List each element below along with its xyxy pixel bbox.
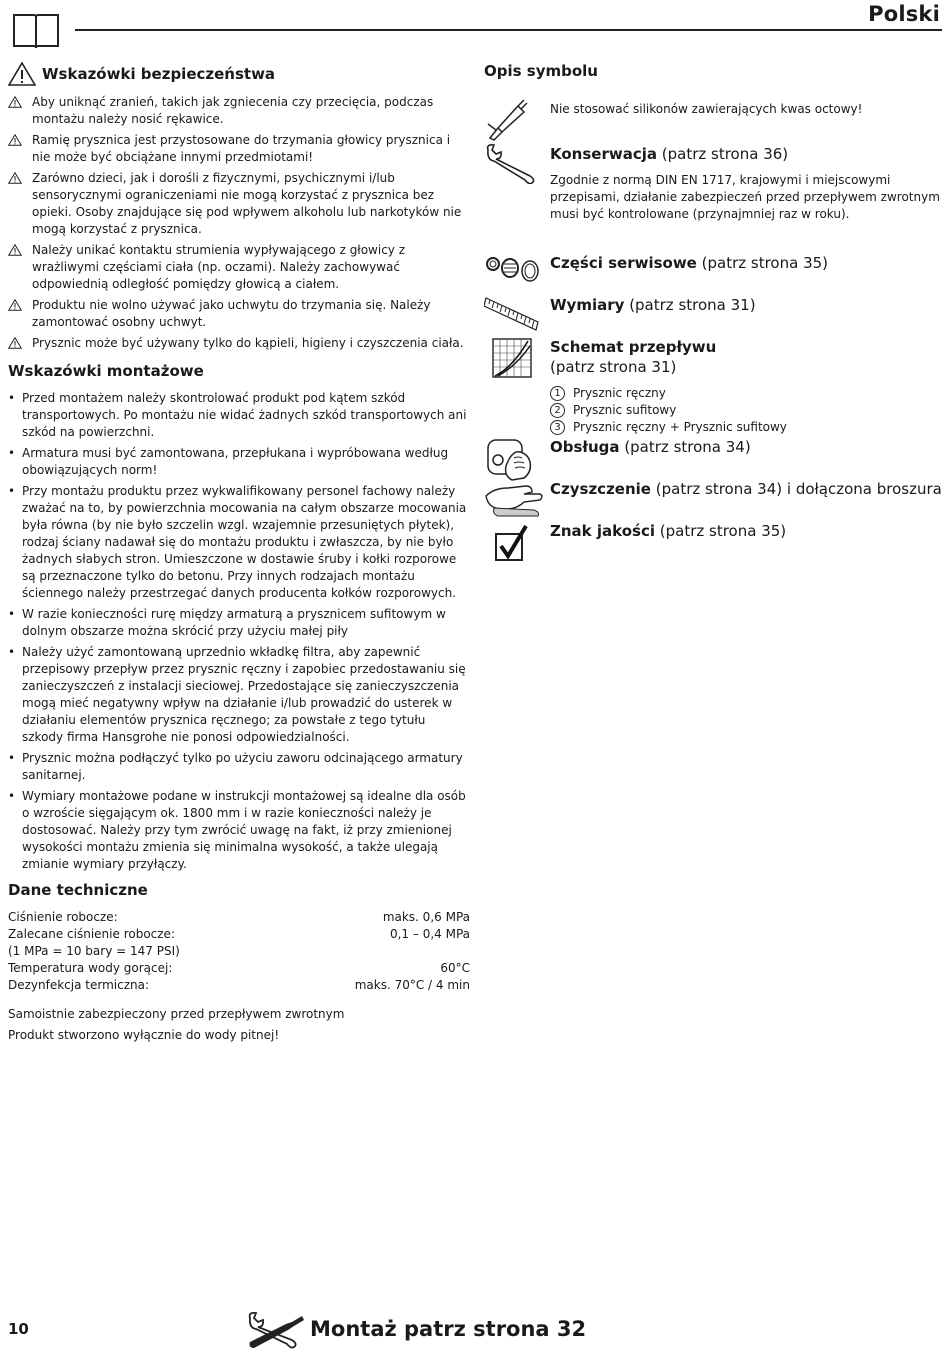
dimensions-block [550, 295, 942, 315]
mounting-item-text: W razie konieczności rurę między armaturą a prysznicem sufitowym w dolnym obszarze można skrócić przy użyciu małej piły [22, 607, 446, 638]
safety-item [8, 170, 470, 238]
flow-item-number: 3 [550, 420, 565, 435]
safety-list [8, 94, 470, 354]
page-number: 10 [8, 1320, 29, 1338]
technical-row [8, 960, 470, 977]
flow-item-label: Prysznic ręczny + Prysznic sufitowy [573, 420, 787, 434]
silicone-gun-icon [484, 98, 528, 142]
flow-item-label: Prysznic sufitowy [573, 403, 677, 417]
safety-item [8, 335, 470, 354]
page-title: Polski [858, 2, 940, 26]
header-rule [75, 29, 942, 31]
mounting-item-text: Należy użyć zamontowaną uprzednio wkładkę filtra, aby zapewnić przepisowy przepływ przez prysznic ręczny i zapobiec przedostawaniu się zanieczyszczeń z instalacji sieciowej. Przedostające się zanieczyszczenia mogą mieć negatywny wpływ na działanie i/lub prowadzić do usterek w działaniu elementów prysznica ręcznego; za powstałe z tego tytułu szkody firma Hansgrohe nie ponosi odpowiedzialności. [22, 645, 466, 744]
operation-hand-icon [484, 436, 536, 482]
mounting-item-text: Przy montażu produktu przez wykwalifikowany personel fachowy należy zważać na to, by powierzchnia mocowania na całym obszarze mocowania była równa (by nie było szczelin wzgl. wzajemnie przesuniętych płytek), rodzaj ściany nadawał się do montażu produktu i zwłaszcza, by nie było żadnych słabych stron. Umieszczone w dostawie śruby i kołki rozporowe są przeznaczone tylko do betonu. Przy innych rodzajach montażu ściennego należy przestrzegać danych producenta kołków rozporowych. [22, 484, 467, 600]
warning-triangle-icon [8, 62, 36, 86]
flow-chart-icon [492, 338, 532, 378]
conservation-text: Zgodnie z normą DIN EN 1717, krajowymi i miejscowymi przepisami, działanie zabezpieczeń przed przepływem zwrotnym musi być kontrolowane (przynajmniej raz w roku). [550, 173, 940, 221]
conservation-block [550, 144, 942, 223]
mounting-title: Wskazówki montażowe [8, 362, 204, 380]
safety-item [8, 242, 470, 293]
warning-small-icon [8, 132, 32, 166]
conservation-title: Konserwacja [550, 145, 657, 163]
flow-item [550, 402, 942, 419]
mounting-item [8, 390, 470, 441]
bullet: • [8, 446, 16, 460]
technical-row [8, 926, 470, 943]
safety-item [8, 94, 470, 128]
bullet: • [8, 751, 16, 765]
manual-book-icon [12, 12, 60, 50]
safety-item [8, 132, 470, 166]
flow-item-label: Prysznic ręczny [573, 386, 666, 400]
operation-ref: (patrz strona 34) [624, 438, 751, 456]
flow-item-number: 1 [550, 386, 565, 401]
flow-list [550, 385, 942, 436]
mounting-item [8, 750, 470, 784]
safety-item-text: Należy unikać kontaktu strumienia wypływającego z głowicy z wrażliwymi częściami ciała (np. oczami). Należy zachowywać odpowiednią odległość pomiędzy głowicą a ciałem. [32, 243, 406, 291]
conservation-ref: (patrz strona 36) [661, 145, 789, 163]
ruler-icon [484, 296, 540, 334]
cleaning-title: Czyszczenie [550, 480, 651, 498]
service-parts-block [550, 253, 942, 273]
symbols-title: Opis symbolu [484, 62, 598, 80]
safety-title: Wskazówki bezpieczeństwa [42, 65, 276, 83]
operation-title: Obsługa [550, 438, 620, 456]
technical-row [8, 909, 470, 926]
technical-value: maks. 0,6 MPa [382, 910, 470, 924]
safety-item-text: Ramię prysznica jest przystosowane do trzymania głowicy prysznica i nie może być obciążane innymi przedmiotami! [32, 133, 451, 164]
quality-block [550, 521, 942, 541]
warning-small-icon [8, 297, 32, 331]
quality-ref: (patrz strona 35) [659, 522, 787, 540]
flow-item [550, 385, 942, 402]
safety-item-text: Produktu nie wolno używać jako uchwytu do trzymania się. Należy zamontować osobny uchwyt. [32, 298, 431, 329]
technical-note: Produkt stworzono wyłącznie do wody pitnej! [8, 1028, 280, 1042]
service-parts-ref: (patrz strona 35) [701, 254, 829, 272]
technical-label: Temperatura wody gorącej: [8, 961, 173, 975]
mounting-item [8, 606, 470, 640]
warning-small-icon [8, 170, 32, 238]
technical-label: Dezynfekcja termiczna: [8, 978, 150, 992]
safety-item-text: Aby uniknąć zranień, takich jak zgniecenia czy przecięcia, podczas montażu należy nosić rękawice. [32, 95, 434, 126]
technical-row [8, 943, 470, 960]
footer-mounting-ref: Montaż patrz strona 32 [310, 1317, 587, 1341]
technical-section [8, 881, 470, 1044]
service-parts-title: Części serwisowe [550, 254, 697, 272]
tools-icon [246, 1310, 306, 1350]
operation-block [550, 437, 942, 457]
bullet: • [8, 607, 16, 621]
symbols-heading-wrap [484, 62, 944, 90]
cleaning-hand-icon [484, 478, 546, 520]
warning-small-icon [8, 242, 32, 293]
technical-value: 60°C [440, 961, 470, 975]
mounting-item-text: Wymiary montażowe podane w instrukcji montażowej są idealne dla osób o wzroście sięgającym ok. 1800 mm i w razie konieczności należy je dostosować. Należy przy tym zwrócić uwagę na fakt, iż przy zmienionej wysokości montażu zmienia się minimalna wysokość, a także ulegają zmianie wymiary przyłączy. [22, 789, 466, 871]
mounting-item [8, 483, 470, 602]
technical-value: maks. 70°C / 4 min [354, 978, 470, 992]
cleaning-block [550, 479, 942, 499]
bullet: • [8, 484, 16, 498]
flow-ref: (patrz strona 31) [550, 358, 677, 376]
left-column [8, 62, 470, 1048]
safety-item-text: Prysznic może być używany tylko do kąpieli, higieny i czyszczenia ciała. [32, 336, 464, 350]
mounting-item-text: Przed montażem należy skontrolować produkt pod kątem szkód transportowych. Po montażu nie widać żadnych szkód transportowych ani szkód na powierzchni. [22, 391, 467, 439]
mounting-item [8, 788, 470, 873]
technical-label: Ciśnienie robocze: [8, 910, 118, 924]
wrench-icon [484, 142, 540, 184]
safety-item [8, 297, 470, 331]
service-parts-icon [484, 250, 544, 286]
technical-notes [8, 1006, 470, 1044]
quality-title: Znak jakości [550, 522, 655, 540]
flow-item-number: 2 [550, 403, 565, 418]
technical-title: Dane techniczne [8, 881, 148, 899]
mounting-list [8, 390, 470, 873]
quality-checkmark-icon [494, 524, 528, 562]
mounting-item [8, 644, 470, 746]
safety-heading [8, 62, 470, 86]
flow-title: Schemat przepływu [550, 338, 717, 356]
dimensions-ref: (patrz strona 31) [629, 296, 756, 314]
warning-small-icon [8, 94, 32, 128]
technical-label: (1 MPa = 10 bary = 147 PSI) [8, 944, 180, 958]
mounting-item-text: Armatura musi być zamontowana, przepłukana i wypróbowana według obowiązujących norm! [22, 446, 449, 477]
bullet: • [8, 789, 16, 803]
bullet: • [8, 645, 16, 659]
mounting-item [8, 445, 470, 479]
dimensions-title: Wymiary [550, 296, 625, 314]
mounting-item-text: Prysznic można podłączyć tylko po użyciu zaworu odcinającego armatury sanitarnej. [22, 751, 463, 782]
flow-item [550, 419, 942, 436]
silicone-note: Nie stosować silikonów zawierających kwas octowy! [550, 102, 863, 116]
technical-table [8, 909, 470, 994]
technical-value: 0,1 – 0,4 MPa [389, 927, 470, 941]
cleaning-ref: (patrz strona 34) i dołączona broszura [655, 480, 942, 498]
safety-item-text: Zarówno dzieci, jak i dorośli z fizycznymi, psychicznymi i/lub sensorycznymi ograniczeniami nie mogą korzystać z prysznica bez opieki. Osoby znajdujące się pod wpływem alkoholu lub narkotyków nie mogą korzystać z prysznica. [32, 171, 462, 236]
technical-label: Zalecane ciśnienie robocze: [8, 927, 175, 941]
technical-row [8, 977, 470, 994]
bullet: • [8, 391, 16, 405]
technical-note: Samoistnie zabezpieczony przed przepływem zwrotnym [8, 1007, 345, 1021]
flow-block [550, 337, 942, 436]
warning-small-icon [8, 335, 32, 354]
